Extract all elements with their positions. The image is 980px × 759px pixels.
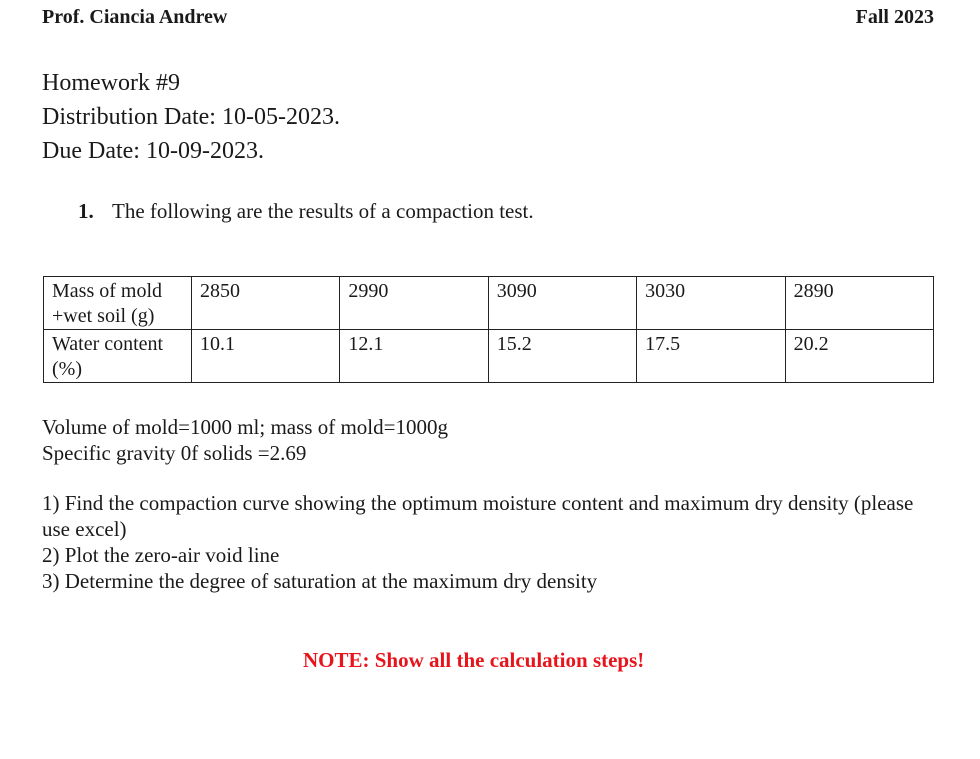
row-label-water-content: Water content (%) [44,330,192,383]
specific-gravity: Specific gravity 0f solids =2.69 [42,441,307,465]
homework-info [42,66,340,168]
table-cell: 12.1 [340,330,488,383]
question-text: The following are the results of a compaction test. [112,199,534,223]
task-item: 2) Plot the zero-air void line [42,543,280,567]
distribution-date: Distribution Date: 10-05-2023. [42,104,340,130]
table-cell: 15.2 [488,330,636,383]
compaction-results-table [43,276,934,383]
task-list [42,490,942,594]
note: NOTE: Show all the calculation steps! [303,648,645,672]
question-1 [78,199,534,224]
table-row [44,330,934,383]
given-data [42,414,448,466]
table-cell: 2890 [785,277,933,330]
instructor-name: Prof. Ciancia Andrew [42,6,228,28]
term-label: Fall 2023 [855,6,934,28]
homework-title: Homework #9 [42,70,180,96]
table-cell: 2990 [340,277,488,330]
table-cell: 3090 [488,277,636,330]
task-item: 1) Find the compaction curve showing the optimum moisture content and maximum dry density (please use excel) [42,491,914,541]
table-cell: 2850 [192,277,340,330]
table-row [44,277,934,330]
mold-info: Volume of mold=1000 ml; mass of mold=1000g [42,415,448,439]
task-item: 3) Determine the degree of saturation at the maximum dry density [42,569,598,593]
table-cell: 20.2 [785,330,933,383]
row-label-mass: Mass of mold +wet soil (g) [44,277,192,330]
table-cell: 17.5 [637,330,785,383]
question-number: 1. [78,199,94,223]
due-date: Due Date: 10-09-2023. [42,138,264,164]
table-cell: 10.1 [192,330,340,383]
table-cell: 3030 [637,277,785,330]
